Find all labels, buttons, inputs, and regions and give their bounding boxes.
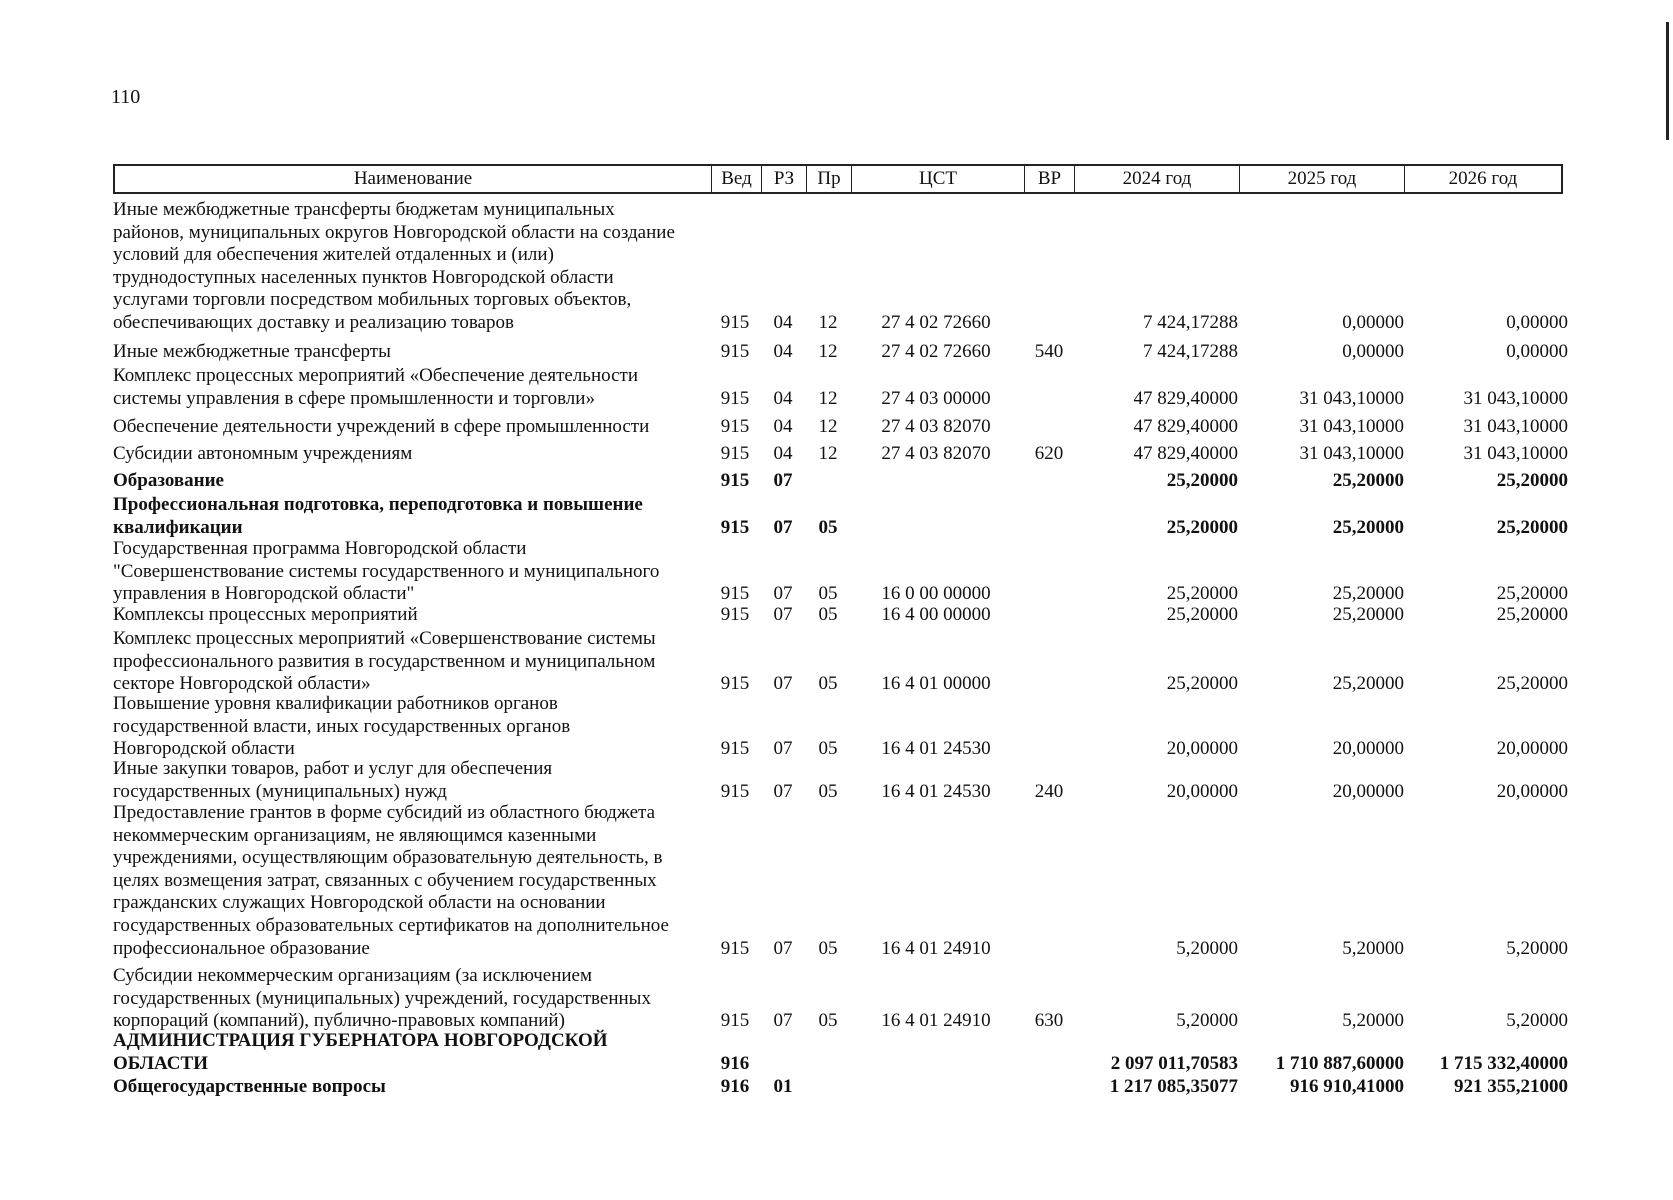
row-name [113, 628, 709, 696]
cell-rz: 07 [773, 1010, 793, 1032]
cell-y2026: 31 043,10000 [1463, 387, 1568, 409]
header-ved: Вед [712, 166, 762, 192]
row-name-line: Иные закупки товаров, работ и услуг для обеспечения [113, 758, 553, 779]
table-row [0, 341, 1673, 364]
cell-y2025: 0,00000 [1342, 312, 1404, 333]
row-name-line: Общегосударственные вопросы [113, 1076, 386, 1097]
row-name [113, 1076, 709, 1099]
row-name-line: Комплекс процессных мероприятий «Совершенствование системы [113, 628, 656, 649]
row-name-line: услугами торговли посредством мобильных торговых объектов, [113, 289, 632, 311]
cell-cst: 16 4 01 24910 [881, 1010, 991, 1032]
row-name-line: Новгородской области [113, 738, 295, 760]
cell-y2026: 921 355,21000 [1454, 1076, 1568, 1097]
cell-rz: 07 [773, 780, 793, 802]
row-name [113, 416, 709, 439]
cell-cst: 16 4 01 00000 [881, 673, 991, 695]
cell-y2026: 1 715 332,40000 [1439, 1052, 1568, 1074]
cell-rz: 04 [773, 341, 793, 362]
cell-cst: 27 4 03 82070 [881, 443, 991, 464]
header-2025: 2025 год [1240, 166, 1405, 192]
cell-y2025: 916 910,41000 [1290, 1076, 1404, 1097]
row-name [113, 341, 709, 364]
row-name-line: корпораций (компаний), публично-правовых компаний) [113, 1010, 565, 1032]
cell-y2025: 1 710 887,60000 [1275, 1052, 1404, 1074]
table-row [0, 538, 1673, 606]
row-name [113, 199, 709, 335]
table-row [0, 494, 1673, 539]
table-row [0, 758, 1673, 803]
row-name-line: Государственная программа Новгородской области [113, 538, 527, 559]
cell-ved: 915 [720, 312, 750, 333]
row-name-line: "Совершенствование системы государственного и муниципального [113, 560, 660, 582]
cell-cst: 16 4 00 00000 [881, 604, 991, 625]
cell-y2026: 25,20000 [1496, 583, 1568, 605]
cell-pr: 12 [818, 341, 838, 362]
row-name [113, 604, 709, 627]
row-name [113, 365, 709, 410]
cell-ved: 916 [720, 1052, 750, 1074]
row-name-line: квалификации [113, 516, 243, 538]
cell-cst: 16 0 00 00000 [881, 583, 991, 605]
row-name [113, 470, 709, 493]
cell-y2024: 25,20000 [1166, 470, 1238, 491]
cell-y2026: 0,00000 [1506, 341, 1568, 362]
cell-y2026: 5,20000 [1506, 937, 1568, 959]
cell-ved: 915 [720, 604, 750, 625]
row-name-line: гражданских служащих Новгородской области на основании [113, 892, 606, 914]
cell-cst: 27 4 03 82070 [881, 416, 991, 437]
cell-y2024: 20,00000 [1166, 738, 1238, 760]
row-name-line: секторе Новгородской области» [113, 673, 371, 695]
cell-pr: 05 [818, 673, 838, 695]
header-pr: Пр [807, 166, 852, 192]
cell-y2024: 25,20000 [1166, 604, 1238, 625]
cell-y2024: 25,20000 [1166, 583, 1238, 605]
cell-pr: 05 [818, 604, 838, 625]
cell-vr: 630 [1034, 1010, 1064, 1032]
cell-y2025: 31 043,10000 [1299, 387, 1404, 409]
row-name-line: целях возмещения затрат, связанных с обучением государственных [113, 869, 657, 891]
row-name-line: Иные межбюджетные трансферты бюджетам муниципальных [113, 199, 615, 220]
cell-y2025: 5,20000 [1342, 1010, 1404, 1032]
table-row [0, 802, 1673, 960]
cell-cst: 16 4 01 24530 [881, 738, 991, 760]
table-row [0, 1076, 1673, 1099]
cell-rz: 07 [773, 516, 793, 538]
cell-ved: 915 [720, 780, 750, 802]
cell-y2025: 25,20000 [1332, 583, 1404, 605]
row-name-line: ОБЛАСТИ [113, 1052, 208, 1074]
cell-y2024: 2 097 011,70583 [1110, 1052, 1238, 1074]
row-name-line: профессиональное образование [113, 937, 370, 959]
cell-y2026: 5,20000 [1506, 1010, 1568, 1032]
cell-rz: 04 [773, 416, 793, 437]
cell-vr: 240 [1034, 780, 1064, 802]
table-row [0, 1030, 1673, 1075]
cell-rz: 07 [773, 738, 793, 760]
cell-pr: 05 [818, 583, 838, 605]
cell-y2024: 7 424,17288 [1143, 312, 1238, 333]
cell-pr: 12 [818, 312, 838, 333]
cell-y2024: 47 829,40000 [1133, 416, 1238, 437]
cell-pr: 05 [818, 937, 838, 959]
row-name [113, 965, 709, 1033]
cell-y2026: 20,00000 [1496, 738, 1568, 760]
cell-y2024: 7 424,17288 [1143, 341, 1238, 362]
cell-cst: 27 4 02 72660 [881, 341, 991, 362]
header-2024: 2024 год [1075, 166, 1240, 192]
header-rz: РЗ [762, 166, 807, 192]
table-row [0, 965, 1673, 1033]
cell-y2024: 1 217 085,35077 [1109, 1076, 1238, 1097]
cell-vr: 540 [1034, 341, 1064, 362]
cell-y2025: 31 043,10000 [1299, 416, 1404, 437]
row-name-line: государственных (муниципальных) нужд [113, 780, 447, 802]
row-name-line: Образование [113, 470, 224, 491]
row-name-line: государственных образовательных сертификатов на дополнительное [113, 914, 669, 936]
row-name-line: районов, муниципальных округов Новгородской области на создание [113, 221, 675, 243]
row-name-line: обеспечивающих доставку и реализацию товаров [113, 311, 514, 333]
table-row [0, 470, 1673, 493]
cell-rz: 07 [773, 583, 793, 605]
row-name-line: учреждениями, осуществляющим образовательную деятельность, в [113, 847, 663, 869]
cell-y2024: 5,20000 [1176, 937, 1238, 959]
cell-rz: 07 [773, 673, 793, 695]
cell-y2026: 31 043,10000 [1463, 416, 1568, 437]
row-name [113, 1030, 709, 1075]
cell-vr: 620 [1034, 443, 1064, 464]
cell-pr: 05 [818, 780, 838, 802]
header-name: Наименование [115, 166, 712, 192]
table-row [0, 628, 1673, 696]
cell-pr: 12 [818, 387, 838, 409]
cell-y2024: 20,00000 [1166, 780, 1238, 802]
cell-y2025: 0,00000 [1342, 341, 1404, 362]
cell-ved: 915 [720, 341, 750, 362]
row-name-line: Иные межбюджетные трансферты [113, 341, 391, 362]
cell-y2025: 25,20000 [1332, 604, 1404, 625]
cell-y2024: 47 829,40000 [1133, 443, 1238, 464]
row-name-line: Субсидии автономным учреждениям [113, 443, 413, 464]
cell-pr: 05 [818, 738, 838, 760]
cell-y2025: 20,00000 [1332, 780, 1404, 802]
cell-y2026: 0,00000 [1506, 312, 1568, 333]
cell-cst: 27 4 02 72660 [881, 312, 991, 333]
cell-pr: 05 [818, 1010, 838, 1032]
row-name-line: некоммерческим организациям, не являющимся казенными [113, 824, 597, 846]
table-row [0, 365, 1673, 410]
cell-y2026: 31 043,10000 [1463, 443, 1568, 464]
cell-y2025: 25,20000 [1332, 516, 1404, 538]
table-row [0, 416, 1673, 439]
cell-ved: 915 [720, 1010, 750, 1032]
header-cst: ЦСТ [852, 166, 1025, 192]
cell-ved: 915 [720, 583, 750, 605]
cell-y2024: 25,20000 [1166, 516, 1238, 538]
cell-ved: 915 [720, 416, 750, 437]
cell-rz: 04 [773, 443, 793, 464]
table-row [0, 604, 1673, 627]
row-name-line: Субсидии некоммерческим организациям (за исключением [113, 965, 592, 986]
row-name-line: профессионального развития в государственном и муниципальном [113, 650, 656, 672]
row-name-line: Повышение уровня квалификации работников органов [113, 693, 558, 714]
cell-y2024: 47 829,40000 [1133, 387, 1238, 409]
row-name-line: Предоставление грантов в форме субсидий из областного бюджета [113, 802, 656, 823]
cell-rz: 07 [773, 470, 793, 491]
row-name-line: системы управления в сфере промышленности и торговли» [113, 387, 595, 409]
row-name-line: Обеспечение деятельности учреждений в сфере промышленности [113, 416, 650, 437]
cell-ved: 915 [720, 387, 750, 409]
cell-y2026: 25,20000 [1496, 673, 1568, 695]
row-name-line: государственных (муниципальных) учреждений, государственных [113, 987, 651, 1009]
cell-pr: 12 [818, 416, 838, 437]
row-name [113, 758, 709, 803]
row-name [113, 494, 709, 539]
cell-pr: 05 [818, 516, 838, 538]
cell-y2026: 20,00000 [1496, 780, 1568, 802]
cell-rz: 01 [773, 1076, 793, 1097]
cell-ved: 915 [720, 738, 750, 760]
row-name-line: труднодоступных населенных пунктов Новгородской области [113, 266, 614, 288]
cell-ved: 915 [720, 470, 750, 491]
cell-ved: 915 [720, 516, 750, 538]
cell-ved: 915 [720, 443, 750, 464]
cell-cst: 16 4 01 24910 [881, 937, 991, 959]
cell-rz: 07 [773, 604, 793, 625]
cell-y2025: 25,20000 [1332, 470, 1404, 491]
table-row [0, 693, 1673, 761]
cell-y2025: 31 043,10000 [1299, 443, 1404, 464]
cell-cst: 27 4 03 00000 [881, 387, 991, 409]
row-name-line: Профессиональная подготовка, переподготовка и повышение [113, 494, 643, 515]
page-number: 110 [111, 86, 141, 108]
cell-y2026: 25,20000 [1496, 604, 1568, 625]
row-name-line: Комплекс процессных мероприятий «Обеспечение деятельности [113, 365, 639, 386]
cell-y2025: 25,20000 [1332, 673, 1404, 695]
row-name [113, 693, 709, 761]
table-row [0, 199, 1673, 335]
cell-y2026: 25,20000 [1496, 470, 1568, 491]
cell-y2026: 25,20000 [1496, 516, 1568, 538]
row-name [113, 538, 709, 606]
cell-rz: 04 [773, 387, 793, 409]
row-name-line: Комплексы процессных мероприятий [113, 604, 418, 625]
cell-pr: 12 [818, 443, 838, 464]
cell-y2024: 5,20000 [1176, 1010, 1238, 1032]
cell-ved: 915 [720, 673, 750, 695]
cell-rz: 07 [773, 937, 793, 959]
row-name [113, 802, 709, 960]
table-row [0, 443, 1673, 466]
cell-ved: 915 [720, 937, 750, 959]
cell-rz: 04 [773, 312, 793, 333]
cell-y2025: 20,00000 [1332, 738, 1404, 760]
row-name-line: условий для обеспечения жителей отдаленных и (или) [113, 244, 554, 266]
cell-cst: 16 4 01 24530 [881, 780, 991, 802]
row-name-line: АДМИНИСТРАЦИЯ ГУБЕРНАТОРА НОВГОРОДСКОЙ [113, 1030, 608, 1051]
cell-y2025: 5,20000 [1342, 937, 1404, 959]
cell-ved: 916 [720, 1076, 750, 1097]
header-vr: ВР [1025, 166, 1075, 192]
row-name-line: управления в Новгородской области" [113, 583, 415, 605]
header-2026: 2026 год [1448, 168, 1518, 189]
row-name-line: государственной власти, иных государственных органов [113, 715, 571, 737]
cell-y2024: 25,20000 [1166, 673, 1238, 695]
row-name [113, 443, 709, 466]
